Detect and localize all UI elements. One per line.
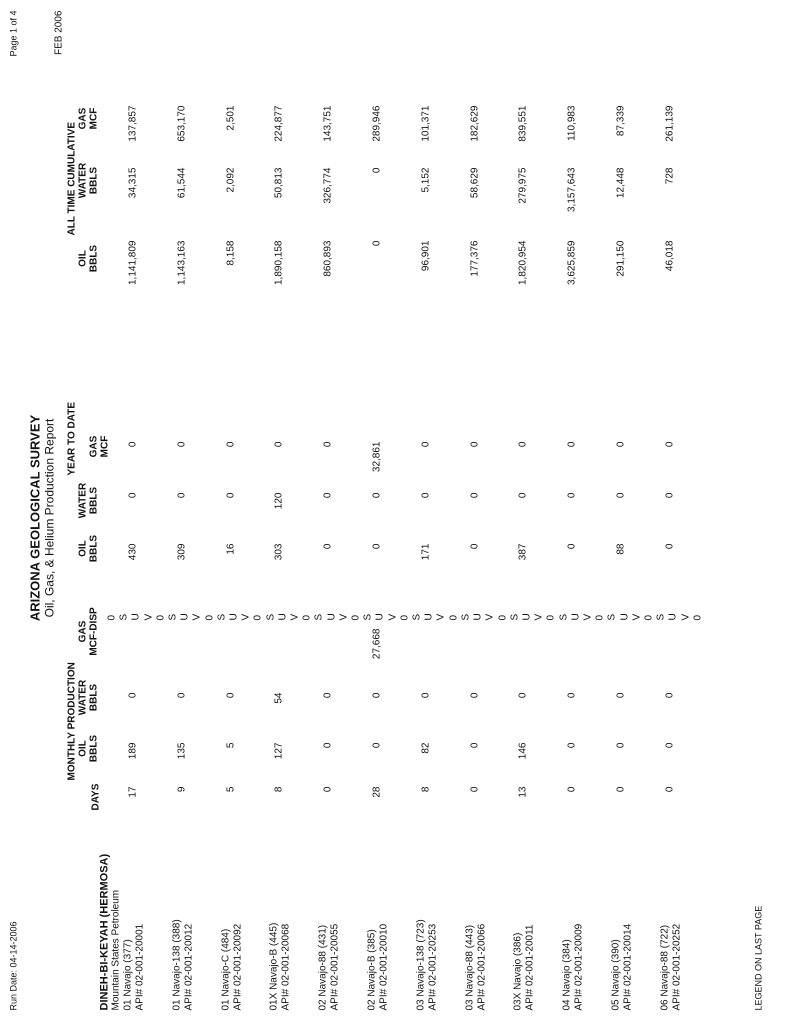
col-cum-water: WATER BBLS (77, 162, 99, 198)
cell-ytd-water: 120 (273, 492, 285, 509)
cell-days: 0 (566, 786, 578, 792)
well-api: API# 02-001-20068 (280, 923, 292, 1010)
cell-ytd-oil: 88 (615, 543, 626, 555)
well-name: 01 Navajo (377) (122, 938, 133, 1010)
cell-cum-oil: 8,158 (224, 240, 236, 266)
cell-cum-oil: 96,901 (419, 240, 431, 271)
well-api: API# 02-001-20055 (329, 923, 341, 1010)
cell-ytd-water: 0 (322, 492, 334, 498)
cell-cum-water: 279,975 (517, 167, 529, 204)
cell-m-water: 0 (371, 692, 382, 698)
cell-m-water: 0 (419, 692, 431, 698)
cell-cum-gas: 110,983 (566, 105, 578, 141)
col-monthly-water: WATER BBLS (77, 679, 99, 715)
cell-ytd-water: 0 (224, 492, 236, 498)
cell-ytd-gas: 32,861 (371, 441, 382, 472)
cell-cum-oil: 177,376 (468, 240, 480, 277)
cell-m-water: 0 (322, 692, 334, 698)
run-date: Run Date: 04-14-2006 (8, 920, 18, 1010)
cell-cum-gas: 143,751 (322, 105, 334, 142)
cell-cum-gas: 137,857 (127, 105, 138, 142)
cell-ytd-water: 0 (468, 492, 480, 498)
group-monthly-production: MONTHLY PRODUCTION (66, 661, 77, 780)
cell-ytd-oil: 309 (175, 543, 187, 560)
well-api: API# 02-001-20014 (622, 923, 633, 1010)
cell-m-oil: 0 (468, 742, 480, 748)
well-name: 02 Navajo-B (385) (366, 928, 377, 1010)
col-monthly-gas-disp: GAS MCF-DISP (77, 606, 99, 656)
well-name: 06 Navajo-88 (722) (658, 924, 670, 1010)
well-name: 05 Navajo (390) (610, 938, 621, 1010)
cell-ytd-oil: 430 (127, 543, 138, 560)
disposition-codes: 0 S U V 0 S U V 0 S U V 0 S U V 0 S U V 0 S U V 0 S U V 0 S U V 0 S U V 0 S U V 0 S U V 0 S U V 0 (106, 612, 703, 620)
cell-cum-oil: 0 (371, 240, 382, 246)
col-ytd-gas: GAS MCF (88, 435, 110, 457)
cell-ytd-gas: 0 (419, 441, 431, 447)
cell-days: 5 (224, 786, 236, 792)
well-api: API# 02-001-20011 (524, 924, 536, 1010)
cell-days: 9 (175, 786, 187, 792)
cell-ytd-gas: 0 (322, 441, 334, 447)
cell-m-oil: 0 (371, 742, 382, 748)
cell-cum-oil: 1,141,809 (127, 240, 138, 285)
cell-cum-water: 58,629 (468, 167, 480, 198)
cell-cum-gas: 289,946 (371, 105, 382, 142)
well-api: API# 02-001-20092 (231, 923, 243, 1010)
cell-ytd-water: 0 (371, 492, 382, 498)
group-year-to-date: YEAR TO DATE (66, 401, 77, 475)
report-title: ARIZONA GEOLOGICAL SURVEY (27, 414, 42, 621)
cell-m-water: 0 (468, 692, 480, 698)
legend-note: LEGEND ON LAST PAGE (753, 905, 763, 1010)
cell-m-oil: 0 (566, 742, 578, 748)
cell-ytd-oil: 0 (566, 543, 578, 549)
cell-cum-water: 728 (663, 167, 675, 184)
cell-ytd-water: 0 (566, 492, 578, 498)
cell-ytd-water: 0 (419, 492, 431, 498)
cell-cum-oil: 860,893 (322, 240, 334, 277)
well-name: 04 Navajo (384) (561, 938, 573, 1010)
cell-m-oil: 0 (322, 742, 334, 748)
cell-ytd-water: 0 (127, 492, 138, 498)
well-api: API# 02-001-20252 (670, 923, 682, 1010)
well-name: 01 Navajo-C (484) (219, 928, 231, 1010)
operator-name: Mountain States Petroleum (110, 889, 121, 1010)
cell-days: 28 (371, 786, 382, 798)
well-api: API# 02-001-20009 (573, 923, 585, 1010)
cell-m-water: 0 (517, 692, 529, 698)
well-name: 03 Navajo-88 (443) (463, 924, 475, 1010)
cell-cum-gas: 261,139 (663, 105, 675, 142)
cell-ytd-gas: 0 (615, 441, 626, 447)
cell-cum-water: 2,092 (224, 167, 236, 193)
cell-days: 0 (663, 786, 675, 792)
cell-ytd-oil: 0 (322, 543, 334, 549)
col-monthly-oil: OIL BBLS (77, 734, 99, 762)
cell-ytd-gas: 0 (517, 441, 529, 447)
cell-m-water: 0 (175, 692, 187, 698)
well-api: API# 02-001-20012 (182, 923, 194, 1010)
col-cum-gas: GAS MCF (77, 107, 99, 129)
cell-cum-oil: 291,150 (615, 240, 626, 277)
cell-ytd-oil: 387 (517, 543, 529, 560)
cell-ytd-water: 0 (615, 492, 626, 498)
cell-ytd-oil: 0 (663, 543, 675, 549)
cell-cum-oil: 1,890,158 (273, 240, 285, 285)
cell-m-oil: 5 (224, 742, 236, 748)
cell-days: 0 (468, 786, 480, 792)
page-number: Page 1 of 4 (8, 10, 18, 57)
cell-cum-gas: 839,551 (517, 105, 529, 142)
cell-ytd-oil: 0 (468, 543, 480, 549)
col-cum-oil: OIL BBLS (77, 244, 99, 272)
cell-m-oil: 127 (273, 742, 285, 759)
cell-cum-gas: 101,371 (419, 105, 431, 142)
cell-cum-oil: 46,018 (663, 240, 675, 271)
well-name: 03X Navajo (386) (512, 932, 524, 1010)
cell-cum-gas: 182,629 (468, 105, 480, 142)
cell-cum-oil: 1,820,954 (517, 240, 529, 285)
report-subtitle: Oil, Gas, & Helium Production Report (42, 418, 56, 617)
cell-days: 0 (322, 786, 334, 792)
cell-m-water: 0 (663, 692, 675, 698)
cell-m-water: 0 (127, 692, 138, 698)
cell-m-oil: 82 (419, 742, 431, 754)
cell-m-gas: 27,668 (371, 628, 382, 659)
field-name: DINEH-BI-KEYAH (HERMOSA) (98, 853, 110, 1010)
cell-m-oil: 146 (517, 742, 529, 759)
cell-cum-water: 50,813 (273, 167, 285, 198)
cell-ytd-gas: 0 (566, 441, 578, 447)
cell-cum-gas: 653,170 (175, 105, 187, 142)
cell-ytd-water: 0 (517, 492, 529, 498)
cell-m-water: 0 (224, 692, 236, 698)
cell-cum-oil: 3,625,859 (566, 240, 578, 285)
cell-ytd-water: 0 (175, 492, 187, 498)
cell-ytd-gas: 0 (224, 441, 236, 447)
cell-cum-gas: 2,501 (224, 105, 236, 131)
cell-ytd-gas: 0 (127, 441, 138, 447)
col-ytd-water: WATER BBLS (77, 482, 99, 518)
well-name: 03 Navajo-138 (723) (414, 918, 426, 1010)
well-api: API# 02-001-20253 (426, 923, 438, 1010)
cell-ytd-water: 0 (663, 492, 675, 498)
cell-cum-water: 5,152 (419, 167, 431, 193)
cell-cum-water: 3,157,643 (566, 167, 578, 212)
well-name: 01X Navajo-B (445) (268, 922, 280, 1010)
cell-cum-oil: 1,143,163 (175, 240, 187, 285)
cell-m-water: 54 (273, 692, 285, 704)
cell-m-oil: 0 (615, 742, 626, 748)
well-name: 02 Navajo-88 (431) (317, 924, 329, 1010)
cell-cum-gas: 224,877 (273, 105, 285, 142)
cell-days: 17 (127, 786, 138, 798)
cell-m-water: 0 (566, 692, 578, 698)
col-days: DAYS (90, 783, 101, 810)
cell-days: 8 (273, 786, 285, 792)
cell-m-oil: 189 (127, 742, 138, 759)
cell-days: 13 (517, 786, 529, 798)
cell-ytd-oil: 171 (419, 543, 431, 560)
cell-m-oil: 135 (175, 742, 187, 759)
well-api: API# 02-001-20066 (475, 923, 487, 1010)
cell-cum-gas: 87,339 (615, 105, 626, 136)
cell-m-water: 0 (615, 692, 626, 698)
cell-ytd-oil: 0 (371, 543, 382, 549)
col-ytd-oil: OIL BBLS (77, 534, 99, 562)
cell-cum-water: 12,448 (615, 167, 626, 198)
cell-ytd-oil: 16 (224, 543, 236, 555)
cell-ytd-gas: 0 (175, 441, 187, 447)
cell-days: 0 (615, 786, 626, 792)
cell-days: 8 (419, 786, 431, 792)
cell-cum-water: 34,315 (127, 167, 138, 198)
cell-cum-water: 61,544 (175, 167, 187, 198)
cell-m-oil: 0 (663, 742, 675, 748)
cell-ytd-gas: 0 (273, 441, 285, 447)
cell-ytd-oil: 303 (273, 543, 285, 560)
cell-cum-water: 0 (371, 167, 382, 173)
report-period: FEB 2006 (53, 10, 64, 55)
well-api: API# 02-001-20001 (134, 923, 145, 1010)
cell-cum-water: 326,774 (322, 167, 334, 204)
cell-ytd-gas: 0 (468, 441, 480, 447)
cell-ytd-gas: 0 (663, 441, 675, 447)
group-all-time-cumulative: ALL TIME CUMULATIVE (66, 121, 77, 235)
well-api: API# 02-001-20010 (378, 923, 389, 1010)
well-name: 01 Navajo-138 (388) (170, 918, 182, 1010)
